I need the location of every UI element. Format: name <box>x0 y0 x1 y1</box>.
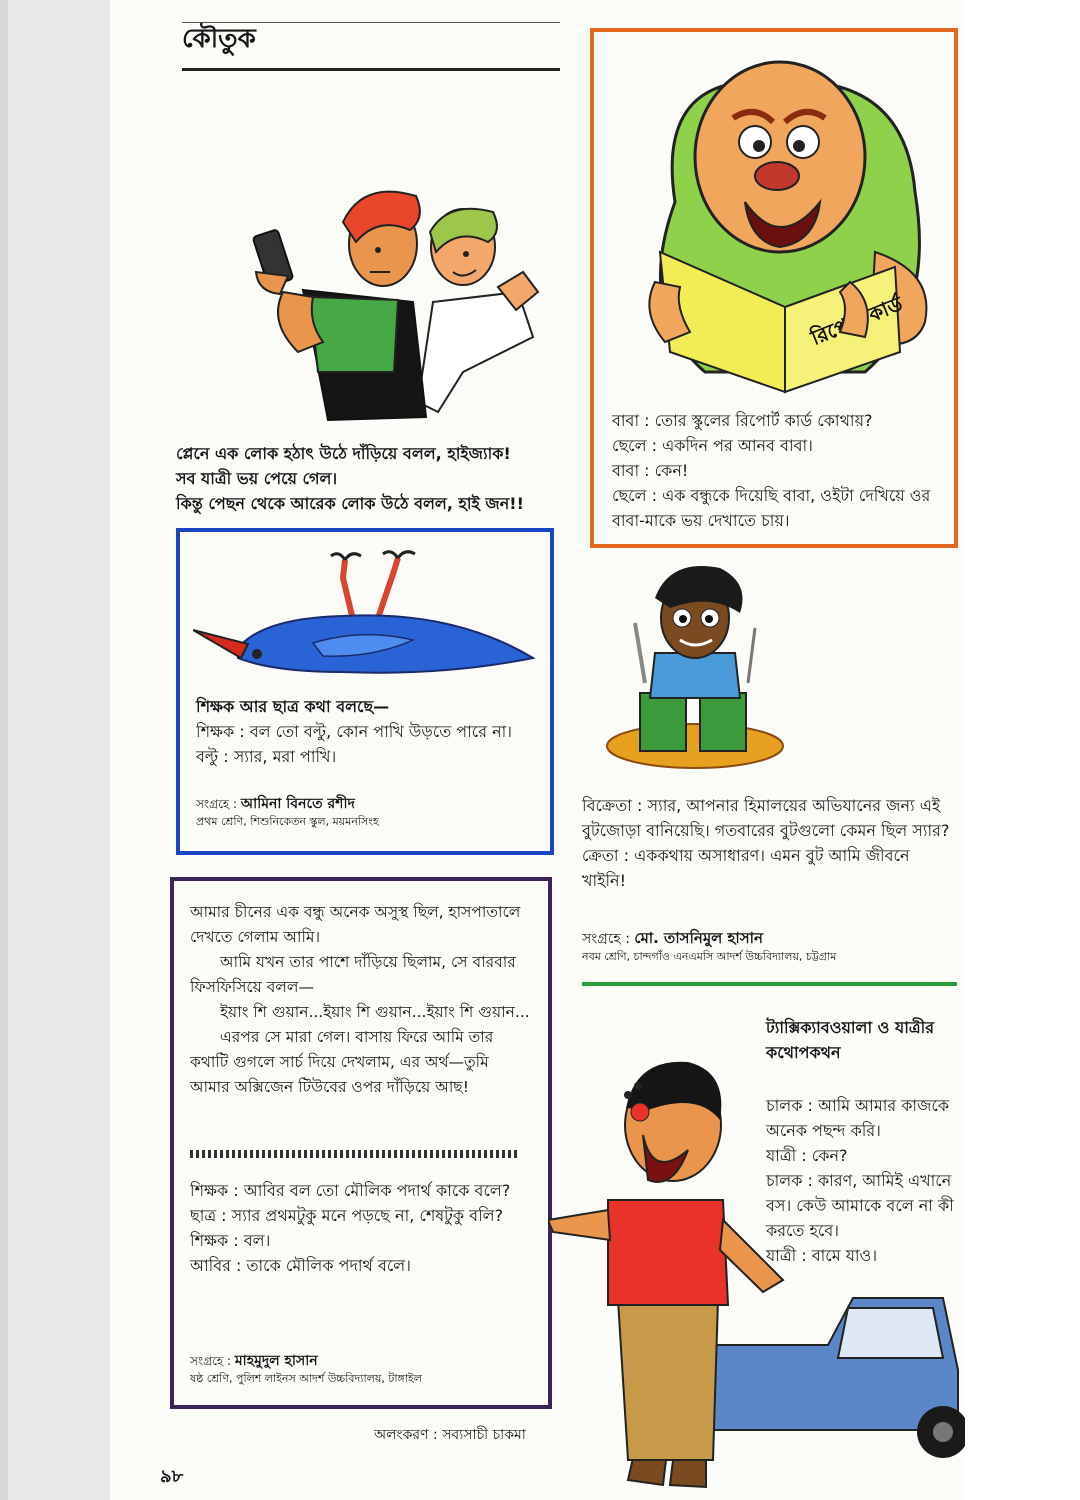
joke-paragraph: আমার চীনের এক বন্ধু অনেক অসুস্থ ছিল, হাসপাতালে দেখতে গেলাম আমি। <box>190 903 521 946</box>
joke-line: বাবা : কেন! <box>612 461 689 480</box>
header-bottom-rule <box>182 68 560 71</box>
joke-line: কিন্তু পেছন থেকে আরেক লোক উঠে বলল, হাই জন!! <box>176 494 524 513</box>
report-card-label: রিপোর্ট কার্ড <box>807 291 906 350</box>
element-joke-credit <box>190 1352 535 1388</box>
joke-paragraph: আমি যখন তার পাশে দাঁড়িয়ে ছিলাম, সে বারবার ফিসফিসিয়ে বলল— <box>190 953 516 996</box>
page-number: ৯৮ <box>160 1466 184 1487</box>
joke-line: বল্টু : স্যার, মরা পাখি। <box>196 747 337 766</box>
credit-name: আমিনা বিনতে রশীদ <box>240 796 355 812</box>
credit-label: সংগ্রহে : <box>582 931 630 947</box>
boots-joke-credit <box>582 929 957 966</box>
taxi-joke-heading: ট্যাক্সিক্যাবওয়ালা ও যাত্রীর কথোপকথন <box>766 1018 935 1062</box>
bird-joke-heading: শিক্ষক আর ছাত্র কথা বলছে— <box>196 697 390 716</box>
right-page-edge <box>965 0 1080 1500</box>
left-page-edge <box>0 0 8 1500</box>
joke-line: শিক্ষক : আবির বল তো মৌলিক পদার্থ কাকে বলে? <box>190 1181 511 1200</box>
green-divider <box>582 982 957 986</box>
credit-name: মাহমুদুল হাসান <box>234 1353 318 1369</box>
bird-joke-text <box>196 694 546 769</box>
joke-line: ছাত্র : স্যার প্রথমটুকু মনে পড়ছে না, শেষটুকু বলি? <box>190 1206 504 1225</box>
joke-line: ছেলে : একদিন পর আনব বাবা। <box>612 436 813 455</box>
joke-line: চালক : কারণ, আমিই এখানে বস। কেউ আমাকে বলে না কী করতে হবে। <box>766 1171 954 1240</box>
credit-label: সংগ্রহে : <box>196 797 238 811</box>
bald-father-illustration <box>615 52 940 397</box>
credit-school: নবম শ্রেণি, চান্দগাঁও এনএমসি আদর্শ উচ্চবিদ্যালয়, চট্টগ্রাম <box>582 950 837 963</box>
credit-school: ষষ্ঠ শ্রেণি, পুলিশ লাইনস আদর্শ উচ্চবিদ্যালয়, টাঙ্গাইল <box>190 1372 422 1385</box>
credit-name: মো. তাসনিমুল হাসান <box>634 929 763 947</box>
boots-seller-illustration <box>600 558 790 773</box>
bird-joke-credit <box>196 795 546 831</box>
joke-paragraph: এরপর সে মারা গেল। বাসায় ফিরে আমি তার কথাটি গুগলে সার্চ দিয়ে দেখলাম, এর অর্থ—তুমি আমার অক্সিজেন টিউবের ওপর দাঁড়িয়ে আছ! <box>190 1028 494 1096</box>
joke-paragraph: ইয়াং শি গুয়ান...ইয়াং শি গুয়ান...ইয়াং শি গুয়ান... <box>220 1003 530 1021</box>
illustration-credit: অলংকরণ : সব্যসাচী চাকমা <box>374 1427 526 1443</box>
hijack-joke-text <box>176 441 561 516</box>
joke-line: ছেলে : এক বন্ধুকে দিয়েছি বাবা, ওইটা দেখিয়ে ওর বাবা-মাকে ভয় দেখাতে চায়। <box>612 486 931 530</box>
joke-line: যাত্রী : কেন? <box>766 1146 848 1165</box>
section-title: কৌতুক <box>182 24 256 54</box>
taxi-illustration <box>548 1040 965 1495</box>
joke-line: চালক : আমি আমার কাজকে অনেক পছন্দ করি। <box>766 1096 950 1140</box>
wavy-separator <box>190 1150 520 1158</box>
joke-line: বাবা : তোর স্কুলের রিপোর্ট কার্ড কোথায়? <box>612 411 873 430</box>
joke-line: প্লেনে এক লোক হঠাৎ উঠে দাঁড়িয়ে বলল, হাইজ্যাক! <box>176 444 511 463</box>
element-joke-text <box>190 1178 530 1278</box>
dead-bird-illustration <box>193 548 538 683</box>
joke-line: সব যাত্রী ভয় পেয়ে গেল। <box>176 469 338 488</box>
credit-label: সংগ্রহে : <box>190 1354 232 1368</box>
joke-line: শিক্ষক : বল। <box>190 1231 271 1250</box>
boots-joke-text <box>582 793 957 893</box>
joke-line: যাত্রী : বামে যাও। <box>766 1246 878 1265</box>
credit-school: প্রথম শ্রেণি, শিশুনিকেতন স্কুল, ময়মনসিংহ <box>196 815 379 828</box>
joke-line: ক্রেতা : এককথায় অসাধারণ। এমন বুট আমি জীবনে খাইনি! <box>582 846 910 890</box>
report-card-joke-text <box>612 408 947 533</box>
joke-line: আবির : তাকে মৌলিক পদার্থ বলে। <box>190 1256 411 1275</box>
joke-line: বিক্রেতা : স্যার, আপনার হিমালয়ের অভিযানের জন্য এই বুটজোড়া বানিয়েছি। গতবারের বুটগুলো কেমন ছিল স্যার? <box>582 796 950 840</box>
oxygen-joke-text <box>190 900 530 1100</box>
hijack-illustration <box>248 172 558 430</box>
joke-line: শিক্ষক : বল তো বল্টু, কোন পাখি উড়তে পারে না। <box>196 722 513 741</box>
